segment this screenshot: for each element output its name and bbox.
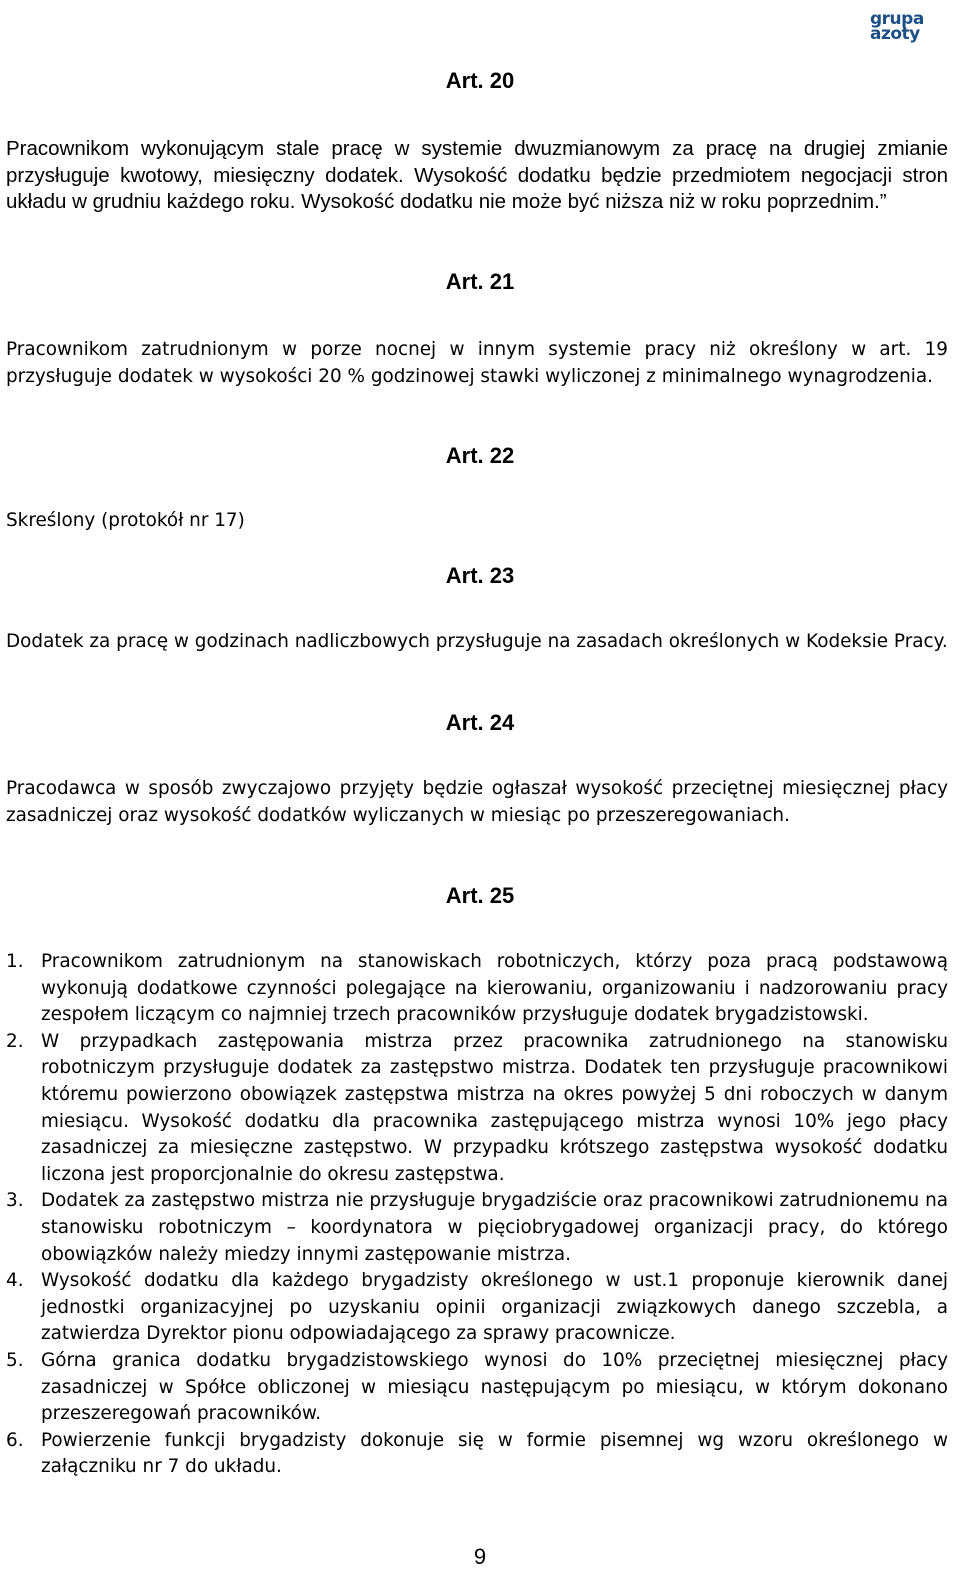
list-item-number: 2. bbox=[6, 1030, 24, 1052]
list-item-number: 4. bbox=[6, 1270, 24, 1292]
list-item-text: Dodatek za zastępstwo mistrza nie przysługuje brygadziście oraz pracownikowi zatrudnionemu na stanowisku robotniczym – koordynatora w pięciobrygadowej organizacji pracy, do którego obowiązków należy miedzy innymi zastępowanie mistrza. bbox=[41, 1190, 948, 1265]
list-item-number: 6. bbox=[6, 1429, 24, 1451]
list-item-text: Wysokość dodatku dla każdego brygadzisty określonego w ust.1 proponuje kierownik danej jednostki organizacyjnej po uzyskaniu opinii organizacji związkowych danego szczebla, a zatwierdza Dyrektor pionu odpowiadającego za sprawy pracownicze. bbox=[41, 1270, 948, 1345]
list-item-number: 5. bbox=[6, 1349, 24, 1371]
list-item bbox=[6, 1428, 948, 1481]
article-text: Pracownikom zatrudnionym w porze nocnej w innym systemie pracy niż określony w art. 19 przysługuje dodatek w wysokości 20 % godzinowej stawki wyliczonej z minimalnego wynagrodzenia. bbox=[6, 339, 948, 387]
article-text: Pracownikom wykonującym stale pracę w systemie dwuzmianowym za pracę na drugiej zmianie przysługuje kwotowy, miesięczny dodatek. Wysokość dodatku będzie przedmiotem negocjacji stron układu w grudniu każdego roku. Wysokość dodatku nie może być niższa niż w roku poprzednim.” bbox=[6, 137, 948, 213]
list-item-text: Górna granica dodatku brygadzistowskiego wynosi do 10% przeciętnej miesięcznej płacy zasadniczej w Spółce obliczonej w miesiącu następującym po miesiącu, w którym dokonano przeszeregowań pracowników. bbox=[41, 1349, 948, 1425]
article-25-list bbox=[6, 949, 948, 1481]
article-heading: Art. 20 bbox=[445, 68, 515, 93]
logo-line-2: azoty bbox=[870, 24, 920, 44]
company-logo bbox=[870, 9, 936, 44]
list-item-number: 1. bbox=[6, 951, 24, 972]
list-item bbox=[6, 1268, 948, 1348]
article-heading: Art. 22 bbox=[445, 443, 515, 468]
list-item-text: W przypadkach zastępowania mistrza przez pracownika zatrudnionego na stanowisku robotniczym przysługuje dodatek za zastępstwo mistrza. Dodatek ten przysługuje pracownikowi któremu powierzono obowiązek zastępstwa mistrza na okres powyżej 5 dni roboczych w danym miesiącu. Wysokość dodatku dla pracownika zastępującego mistrza wynosi 10% jego płacy zasadniczej za miesięczne zastępstwo. W przypadku krótszego zastępstwa wysokość dodatku liczona jest proporcjonalnie do okresu zastępstwa. bbox=[41, 1030, 948, 1185]
article-heading: Art. 25 bbox=[445, 883, 515, 908]
list-item bbox=[6, 1188, 948, 1268]
list-item-text: Pracownikom zatrudnionym na stanowiskach robotniczych, którzy poza pracą podstawową wykonują dodatkowe czynności polegające na kierowaniu, organizowaniu i nadzorowaniu pracy zespołem liczącym co najmniej trzech pracowników przysługuje dodatek brygadzistowski. bbox=[41, 951, 948, 1026]
page-number: 9 bbox=[473, 1544, 487, 1569]
list-item bbox=[6, 949, 948, 1029]
article-heading: Art. 24 bbox=[445, 710, 515, 735]
list-item bbox=[6, 1029, 948, 1189]
list-item-text: Powierzenie funkcji brygadzisty dokonuje się w formie pisemnej wg wzoru określonego w załączniku nr 7 do układu. bbox=[41, 1429, 948, 1478]
article-text: Skreślony (protokół nr 17) bbox=[6, 510, 245, 531]
article-text: Pracodawca w sposób zwyczajowo przyjęty będzie ogłaszał wysokość przeciętnej miesięcznej płacy zasadniczej oraz wysokość dodatków wyliczanych w miesiąc po przeszeregowaniach. bbox=[6, 778, 948, 826]
article-text: Dodatek za pracę w godzinach nadliczbowych przysługuje na zasadach określonych w Kodeksie Pracy. bbox=[6, 631, 948, 652]
list-item bbox=[6, 1348, 948, 1428]
logo-line-1: grupa bbox=[870, 9, 924, 29]
article-heading: Art. 23 bbox=[445, 563, 515, 588]
article-heading: Art. 21 bbox=[445, 269, 515, 294]
list-item-number: 3. bbox=[6, 1190, 24, 1212]
